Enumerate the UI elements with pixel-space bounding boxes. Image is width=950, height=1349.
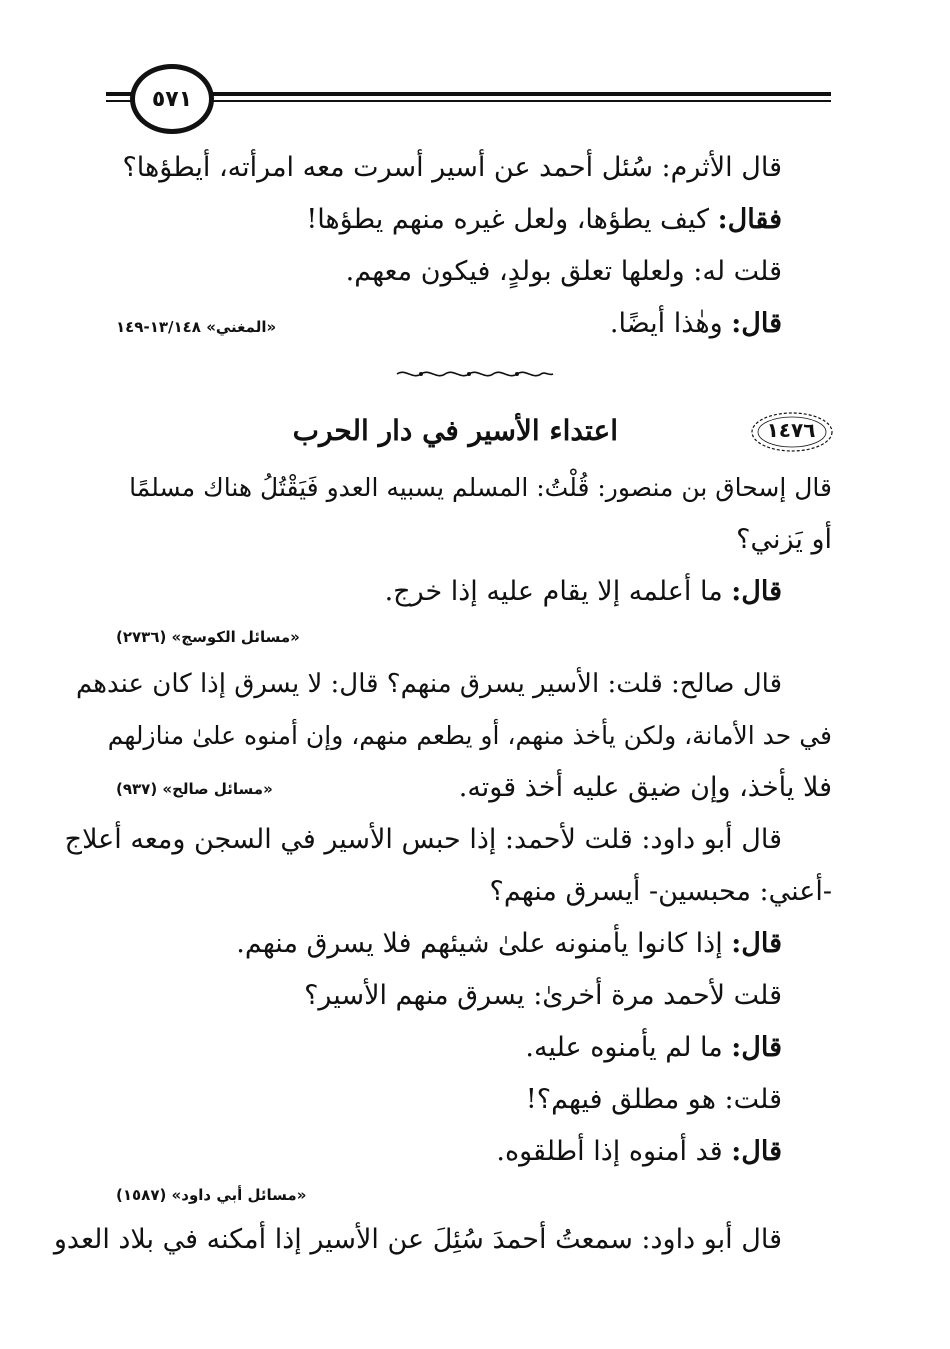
text-run: ما لم يأمنوه عليه. (525, 1032, 732, 1063)
speaker-label: قال: (731, 1136, 782, 1167)
text-line: قلت لأحمد مرة أخرىٰ: يسرق منهم الأسير؟ (304, 980, 782, 1011)
text-line: أو يَزني؟ (736, 524, 832, 555)
text-run: ما أعلمه إلا يقام عليه إذا خرج. (384, 576, 732, 607)
text-line: فلا يأخذ، وإن ضيق عليه أخذ قوته. (458, 772, 832, 803)
text-line (385, 574, 782, 610)
page-number-badge (130, 64, 214, 134)
speaker-label: قال: (731, 308, 782, 339)
page-number: ٥٧١ (151, 86, 193, 112)
source-reference: «مسائل أبي داود» (١٥٨٧) (116, 1186, 307, 1204)
ornament-divider-icon (395, 366, 555, 382)
speaker-label: قال: (731, 1032, 782, 1063)
speaker-label: قال: (731, 576, 782, 607)
text-line-justified (118, 470, 832, 506)
text-line: قال أبو داود: قلت لأحمد: إذا حبس الأسير في السجن ومعه أعلاج (64, 824, 782, 855)
text-line: في حد الأمانة، ولكن يأخذ منهم، أو يطعم منهم، وإن أمنوه علىٰ منازلهم (107, 721, 832, 750)
source-reference: «المغني» ١٣/١٤٨-١٤٩ (116, 318, 277, 336)
speaker-label: قال: (731, 928, 782, 959)
speaker-label: فقال: (717, 204, 782, 235)
text-run: قال إسحاق بن منصور: قُلْتُ: المسلم يسبيه العدو فَيَقْتُلُ هناك مسلمًا (129, 473, 832, 502)
header-rule-thin (106, 100, 831, 102)
text-run: قد أمنوه إذا أطلقوه. (496, 1136, 732, 1167)
source-reference: «مسائل صالح» (٩٣٧) (116, 780, 273, 798)
source-reference: «مسائل الكوسج» (٢٧٣٦) (116, 628, 300, 646)
text-line (496, 1134, 782, 1170)
header-rule-thick (106, 92, 831, 96)
text-run: إذا كانوا يأمنونه علىٰ شيئهم فلا يسرق منهم. (236, 928, 732, 959)
text-line: قال صالح: قلت: الأسير يسرق منهم؟ قال: لا يسرق إذا كان عندهم (76, 669, 782, 699)
section-title: اعتداء الأسير في دار الحرب (292, 414, 618, 447)
text-line (525, 1030, 782, 1066)
text-line (306, 202, 782, 238)
text-run: وهٰذا أيضًا. (609, 308, 732, 339)
text-line (236, 926, 782, 962)
section-number: ١٤٧٦ (766, 418, 816, 442)
text-line: قلت: هو مطلق فيهم؟! (525, 1084, 782, 1115)
text-line: قلت له: ولعلها تعلق بولدٍ، فيكون معهم. (345, 256, 782, 287)
text-line: -أعني: محبسين- أيسرق منهم؟ (489, 876, 832, 907)
text-line (610, 306, 782, 342)
text-run: كيف يطؤها، ولعل غيره منهم يطؤها! (306, 204, 718, 235)
text-line: قال الأثرم: سُئل أحمد عن أسير أسرت معه امرأته، أيطؤها؟ (122, 152, 782, 183)
text-line: قال أبو داود: سمعتُ أحمدَ سُئِلَ عن الأسير إذا أمكنه في بلاد العدو (53, 1224, 782, 1255)
